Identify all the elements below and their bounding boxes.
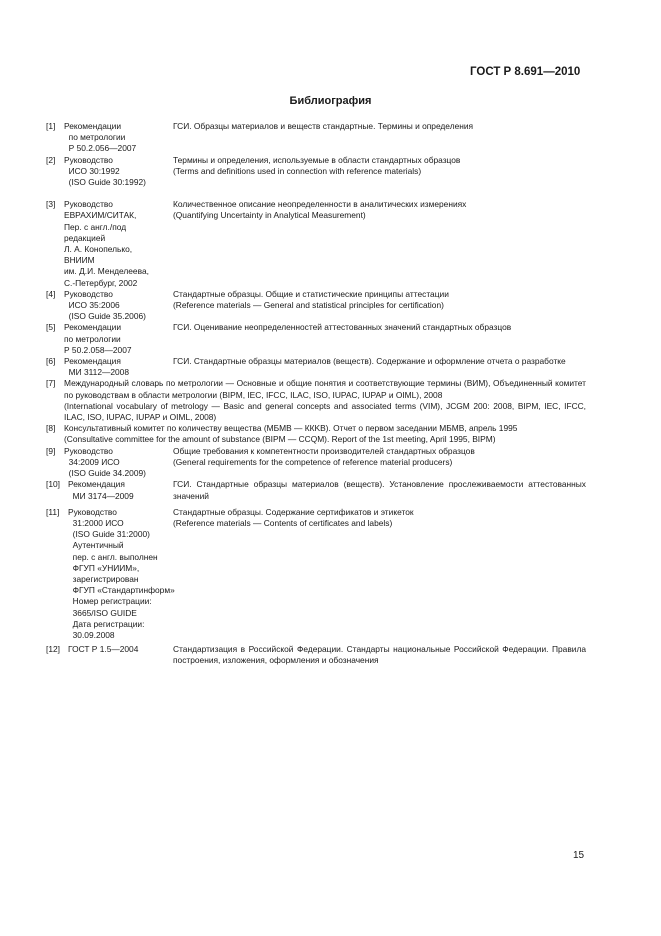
source-line: Руководство <box>64 154 113 165</box>
entry-number: [4] <box>46 288 56 299</box>
source-line: 30.09.2008 <box>68 629 115 640</box>
entry-source <box>64 446 173 480</box>
source-line: ЕВРАХИМ/СИТАК, <box>64 210 137 221</box>
entry-source <box>68 644 173 666</box>
source-line: Рекомендация <box>64 356 121 367</box>
entry-description: Термины и определения, используемые в области стандартных образцов (Terms and definitions used in connection with reference materials) <box>173 154 461 176</box>
source-line: Р 50.2.058—2007 <box>64 344 132 355</box>
source-line: ФГУП «УНИИМ», <box>68 562 140 573</box>
bibliography-entry <box>46 446 586 480</box>
entry-number: [10] <box>46 479 60 490</box>
entry-number: [5] <box>46 322 56 333</box>
source-line: зарегистрирован <box>68 573 139 584</box>
source-line: им. Д.И. Менделеева, <box>64 266 149 277</box>
source-line: МИ 3174—2009 <box>68 490 134 501</box>
source-line: по метрологии <box>64 333 121 344</box>
entry-number: [11] <box>46 506 60 517</box>
source-line: Л. А. Конопелько, <box>64 244 133 255</box>
entry-source <box>64 322 173 356</box>
source-line: по метрологии <box>64 132 126 143</box>
entry-description: ГСИ. Стандартные образцы материалов (веществ). Установление прослеживаемости аттестованных значений <box>173 479 586 501</box>
entry-description: ГСИ. Оценивание неопределенностей аттестованных значений стандартных образцов <box>173 322 512 333</box>
source-line: (ISO Guide 35.2006) <box>64 311 146 322</box>
bibliography-entry <box>46 479 586 501</box>
bibliography-entry <box>46 644 586 666</box>
entry-source <box>64 356 173 378</box>
entry-source <box>64 155 173 189</box>
bibliography-entry <box>46 356 586 378</box>
entry-number: [3] <box>46 199 56 210</box>
source-line: Аутентичный <box>68 540 124 551</box>
bibliography-entry <box>46 289 586 323</box>
source-line: Рекомендации <box>64 121 122 131</box>
source-line: С.-Петербург, 2002 <box>64 277 138 288</box>
entry-source <box>68 479 173 501</box>
source-line: ГОСТ Р 1.5—2004 <box>68 644 139 655</box>
source-line: (ISO Guide 30:1992) <box>64 177 146 188</box>
entry-description: ГСИ. Стандартные образцы материалов (веществ). Содержание и оформление отчета о разработке <box>173 356 566 367</box>
entry-number: [6] <box>46 356 56 367</box>
source-line: Руководство <box>64 288 113 299</box>
entry-text: Консультативный комитет по количеству вещества (МБМВ — ККKВ). Отчет о первом заседании МБМВ, апрель 1995 (Consultative committee for the amount of substance (BIPM — CCQM). Report of the 1st meeting, April 1995, BIPM) <box>64 423 518 445</box>
source-line: ФГУП «Стандартинформ» <box>68 585 175 596</box>
bibliography-entry <box>46 121 586 155</box>
document-code: ГОСТ Р 8.691—2010 <box>470 66 581 78</box>
source-line: Руководство <box>68 506 117 517</box>
source-line: ИСО 35:2006 <box>64 300 120 311</box>
source-line: Пер. с англ./под <box>64 221 127 232</box>
entry-description: Общие требования к компетентности производителей стандартных образцов (General requirements for the competence of reference material producers) <box>173 445 475 467</box>
source-line: Р 50.2.056—2007 <box>64 143 137 154</box>
bibliography-entry <box>46 423 586 445</box>
source-line: (ISO Guide 31:2000) <box>68 529 150 540</box>
source-line: 31:2000 ИСО <box>68 517 124 528</box>
entry-source <box>64 289 173 323</box>
entry-number: [2] <box>46 154 56 165</box>
source-line: Дата регистрации: <box>68 618 145 629</box>
bibliography-entry <box>46 322 586 356</box>
source-line: редакцией <box>64 232 106 243</box>
entry-description: Количественное описание неопределенности в аналитических измерениях (Quantifying Uncertainty in Analytical Measurement) <box>173 199 467 221</box>
entry-source <box>68 507 173 641</box>
bibliography-list <box>46 121 586 667</box>
entry-description: ГСИ. Образцы материалов и веществ стандартные. Термины и определения <box>173 121 474 131</box>
entry-text: Международный словарь по метрологии — Основные и общие понятия и соответствующие термины (ВИМ), Объединенный комитет по руководствам в области метрологии (BIPM, IEC, IFCC, ILAC, ISO, IUPAC, IUPAP и OIML), 2008 (International vocabulary of metrology — Basic and general concepts and associated terms (VIM), JCGM 200: 2008, BIPM, IEC, IFCC, ILAC, ISO, IUPAC, IUPAP и OIML, 2008) <box>64 378 586 423</box>
bibliography-entry <box>46 155 586 189</box>
source-line: пер. с англ. выполнен <box>68 551 158 562</box>
bibliography-entry <box>46 507 586 641</box>
entry-source <box>64 121 173 155</box>
entry-number: [1] <box>46 121 56 131</box>
page-number: 15 <box>573 850 585 861</box>
source-line: Рекомендация <box>68 479 125 490</box>
source-line: Руководство <box>64 199 113 210</box>
source-line: ИСО 30:1992 <box>64 165 120 176</box>
page-title: Библиография <box>289 95 372 107</box>
entry-source <box>64 199 173 289</box>
source-line: ВНИИМ <box>64 255 95 266</box>
entry-number: [8] <box>46 423 56 434</box>
source-line: Рекомендации <box>64 322 122 333</box>
source-line: 3665/ISO GUIDE <box>68 607 137 618</box>
entry-description: Стандартные образцы. Общие и статистические принципы аттестации (Reference materials — General and statistical principles for certification) <box>173 288 449 311</box>
entry-number: [12] <box>46 644 60 655</box>
source-line: Номер регистрации: <box>68 596 152 607</box>
entry-number: [7] <box>46 378 56 389</box>
source-line: Руководство <box>64 445 113 456</box>
bibliography-entry <box>46 378 586 423</box>
entry-description: Стандартизация в Российской Федерации. Стандарты национальные Российской Федерации. Правила построения, изложения, оформления и обозначения <box>173 644 586 666</box>
bibliography-entry <box>46 199 586 289</box>
source-line: МИ 3112—2008 <box>64 367 129 378</box>
entry-description: Стандартные образцы. Содержание сертификатов и этикеток (Reference materials — Contents of certificates and labels) <box>173 506 414 528</box>
source-line: 34:2009 ИСО <box>64 456 120 467</box>
source-line: (ISO Guide 34.2009) <box>64 468 146 479</box>
entry-number: [9] <box>46 445 56 456</box>
